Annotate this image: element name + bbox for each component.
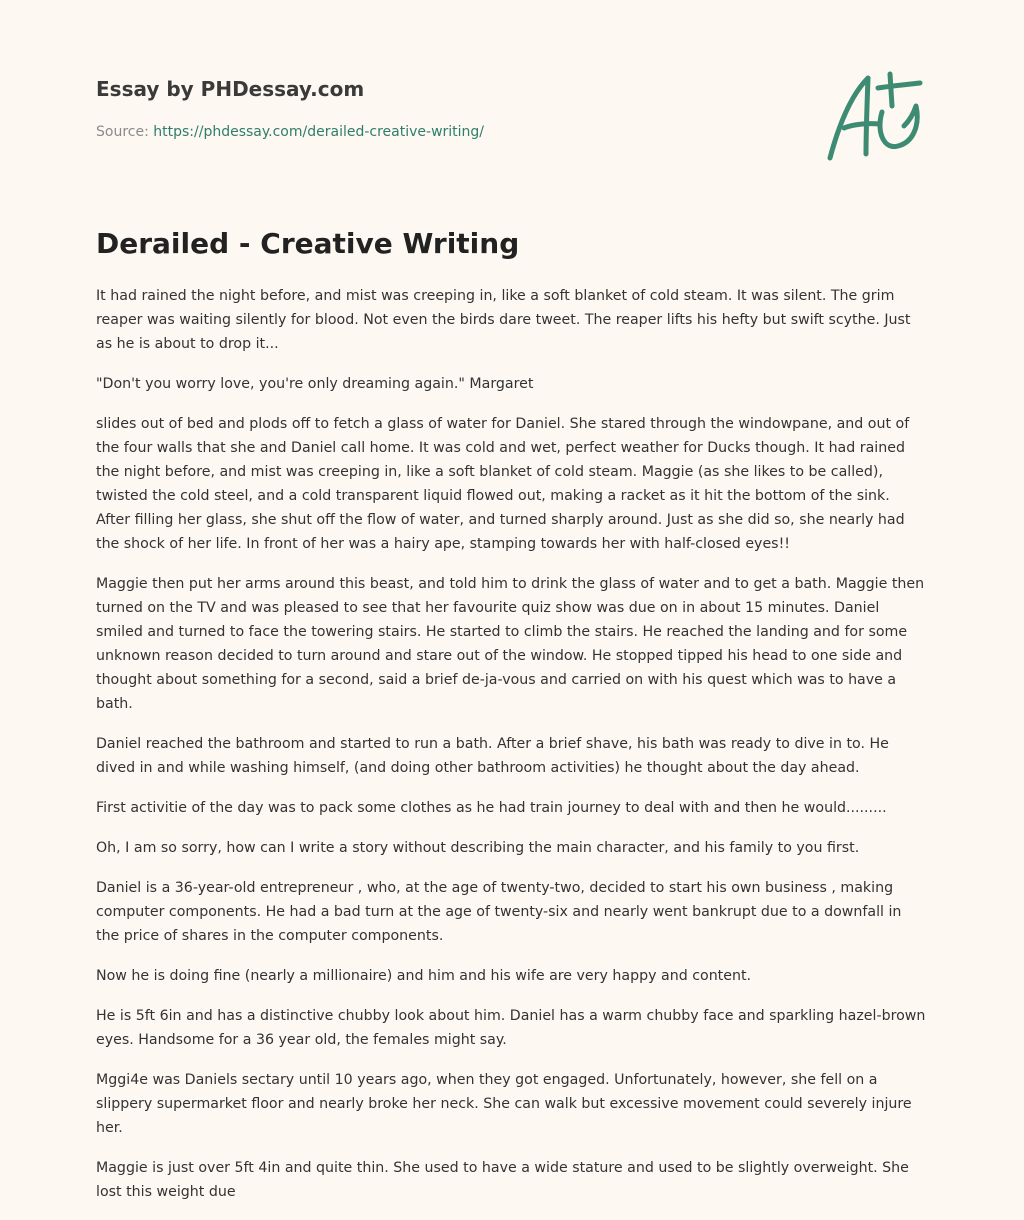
source-label: Source: [96,124,149,140]
paragraph: Oh, I am so sorry, how can I write a story without describing the main character, and his family to you first. [96,840,860,856]
paragraph: Now he is doing fine (nearly a millionaire) and him and his wife are very happy and content. [96,968,752,984]
paragraph: Daniel is a 36-year-old entrepreneur , who, at the age of twenty-two, decided to start his own business , making computer components. He had a bad turn at the age of twenty-six and nearly went bankrupt due to a downfall in the price of shares in the computer components. [96,880,902,944]
paragraph: Daniel reached the bathroom and started to run a bath. After a brief shave, his bath was ready to dive in to. He dived in and while washing himself, (and doing other bathroom activities) he thought about the day ahead. [96,736,889,776]
paragraph: It had rained the night before, and mist was creeping in, like a soft blanket of cold steam. It was silent. The grim reaper was waiting silently for blood. Not even the birds dare tweet. The reaper lifts his hefty but swift scythe. Just as he is about to drop it... [96,288,911,352]
paragraph: First activitie of the day was to pack some clothes as he had train journey to deal with and then he would......... [96,800,887,816]
paragraph: "Don't you worry love, you're only dreaming again." Margaret [96,376,534,392]
a-plus-logo-icon [820,66,930,166]
paragraph: Maggie then put her arms around this beast, and told him to drink the glass of water and to get a bath. Maggie then turned on the TV and was pleased to see that her favourite quiz show was due on in about 15 minutes. Daniel smiled and turned to face the towering stairs. He started to climb the stairs. He reached the landing and for some unknown reason decided to turn around and stare out of the window. He stopped tipped his head to one side and thought about something for a second, said a brief de-ja-vous and carried on with his quest which was to have a bath. [96,576,925,712]
essay-header [96,74,796,142]
paragraph: slides out of bed and plods off to fetch a glass of water for Daniel. She stared through the windowpane, and out of the four walls that she and Daniel call home. It was cold and wet, perfect weather for Ducks though. It had rained the night before, and mist was creeping in, like a soft blanket of cold steam. Maggie (as she likes to be called), twisted the cold steel, and a cold transparent liquid flowed out, making a racket as it hit the bottom of the sink. After filling her glass, she shut off the flow of water, and turned sharply around. Just as she did so, she nearly had the shock of her life. In front of her was a hairy ape, stamping towards her with half-closed eyes!! [96,416,910,552]
source-line [96,122,796,142]
paragraph: Mggi4e was Daniels sectary until 10 years ago, when they got engaged. Unfortunately, however, she fell on a slippery supermarket floor and nearly broke her neck. She can walk but excessive movement could severely injure her. [96,1072,912,1136]
paragraph: Maggie is just over 5ft 4in and quite thin. She used to have a wide stature and used to be slightly overweight. She lost this weight due [96,1160,909,1200]
source-link[interactable]: https://phdessay.com/derailed-creative-writing/ [153,124,485,140]
brand-title: Essay by PHDessay.com [96,77,365,101]
essay-body [96,284,928,1220]
paragraph: He is 5ft 6in and has a distinctive chubby look about him. Daniel has a warm chubby face and sparkling hazel-brown eyes. Handsome for a 36 year old, the females might say. [96,1008,926,1048]
page-title: Derailed - Creative Writing [96,227,520,260]
